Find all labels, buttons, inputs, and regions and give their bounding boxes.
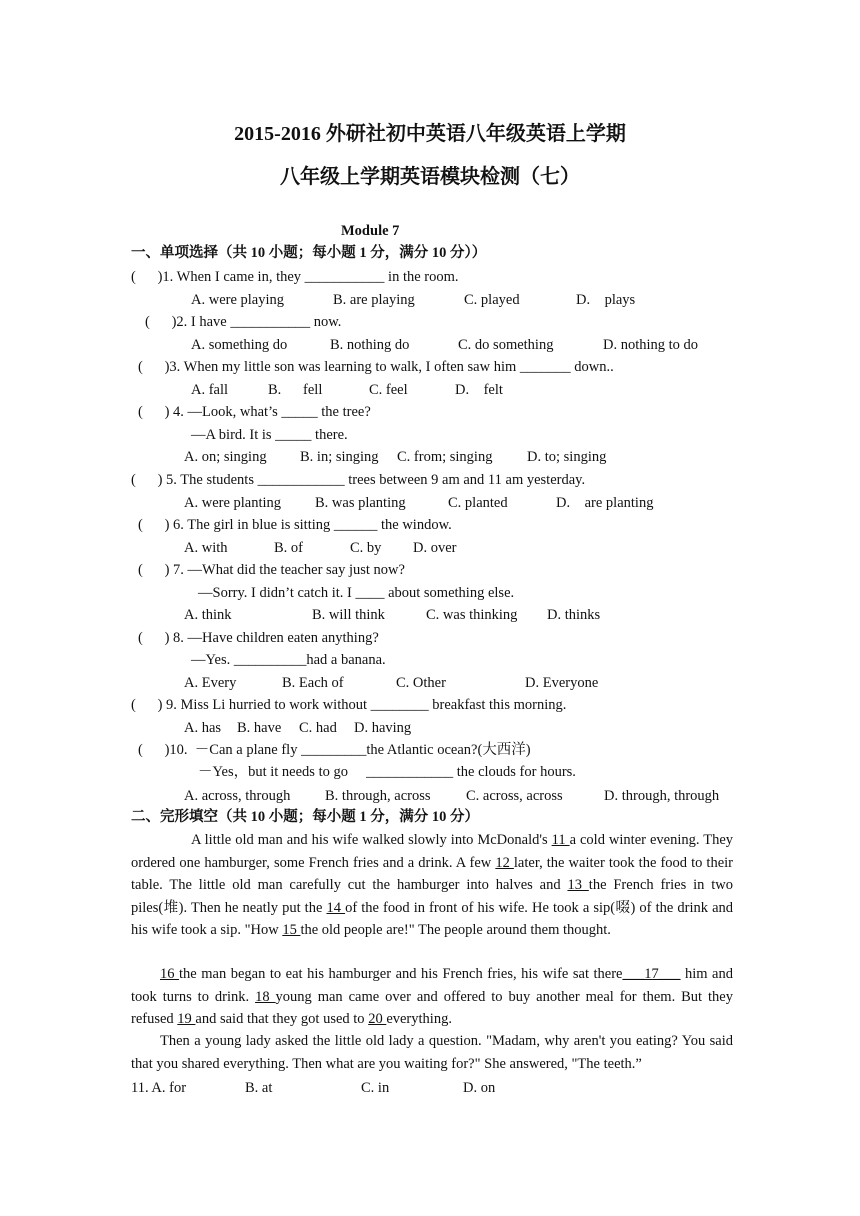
q8-option-a: A. Every (184, 675, 237, 691)
q5-option-c: C. planted (448, 495, 508, 511)
passage-text: A little old man and his wife walked slowly into McDonald's (191, 832, 552, 848)
question-4-reply: —A bird. It is _____ there. (191, 427, 348, 443)
q1-option-b: B. are playing (333, 292, 415, 308)
q3-option-b: B. fell (268, 382, 323, 398)
q4-option-a: A. on; singing (184, 449, 267, 465)
passage-text: and said that they got used to (195, 1011, 369, 1027)
blank-20: 20 (368, 1011, 387, 1027)
q5-option-a: A. were planting (184, 495, 282, 511)
question-9-stem: ( ) 9. Miss Li hurried to work without ________ breakfast this morning. (131, 697, 567, 713)
q11-option-d: D. on (463, 1080, 496, 1096)
q5-option-d: D. are planting (556, 495, 654, 511)
question-7-reply: —Sorry. I didn’t catch it. I ____ about something else. (198, 585, 515, 601)
q9-option-d: D. having (354, 720, 412, 736)
q8-option-c: C. Other (396, 675, 446, 691)
question-10-reply: －Yes，but it needs to go ____________ the clouds for hours. (198, 764, 576, 780)
passage-text: young man came over and offered to buy another meal for them. But they refused (131, 988, 733, 1027)
passage-text: a cold winter evening. They ordered one hamburger, some French fries and a drink. A few (131, 832, 734, 871)
q6-option-b: B. of (274, 540, 303, 556)
passage-paragraph-3 (131, 1030, 733, 1075)
question-5-stem: ( ) 5. The students ____________ trees between 9 am and 11 am yesterday. (131, 472, 586, 488)
passage-paragraph-1 (131, 829, 733, 942)
q2-option-c: C. do something (458, 337, 554, 353)
q2-option-b: B. nothing do (330, 337, 410, 353)
exam-title: 2015-2016 外研社初中英语八年级英语上学期 (234, 123, 626, 145)
q4-option-b: B. in; singing (300, 449, 379, 465)
passage-paragraph-2 (131, 963, 733, 1031)
q3-option-c: C. feel (369, 382, 408, 398)
passage-text: of the food in front of his wife. He took a sip(啜) of the drink and his wife took a sip. "How (131, 899, 734, 938)
section1-heading: 一、单项选择（共 10 小题；每小题 1 分，满分 10 分）） (131, 245, 487, 261)
q7-option-d: D. thinks (547, 607, 601, 623)
question-8-reply: —Yes. __________had a banana. (191, 652, 386, 668)
passage-text: him and took turns to drink. (131, 966, 733, 1005)
blank-16: 16 (160, 966, 180, 982)
q9-option-a: A. has (184, 720, 222, 736)
q2-option-d: D. nothing to do (603, 337, 699, 353)
module-heading: Module 7 (341, 223, 400, 239)
blank-13: 13 (567, 877, 589, 893)
blank-18: 18 (255, 988, 276, 1005)
q11-option-a: 11. A. for (131, 1080, 187, 1096)
q6-option-c: C. by (350, 540, 382, 556)
blank-12: 12 (495, 854, 514, 871)
question-10-stem: ( )10. －Can a plane fly _________the Atlantic ocean?(大西洋) (138, 742, 531, 758)
passage-text: the man began to eat his hamburger and his French fries, his wife sat there (179, 966, 623, 982)
q6-option-a: A. with (184, 540, 228, 556)
q5-option-b: B. was planting (315, 495, 406, 511)
question-3-stem: ( )3. When my little son was learning to walk, I often saw him _______ down.. (138, 359, 614, 375)
passage-text: the old people are!" The people around them thought. (300, 922, 611, 938)
exam-subtitle: 八年级上学期英语模块检测（七） (280, 166, 580, 188)
section2-heading: 二、完形填空（共 10 小题；每小题 1 分，满分 10 分） (131, 809, 479, 825)
q10-option-b: B. through, across (325, 788, 431, 804)
q9-option-b: B. have (237, 720, 282, 736)
q8-option-b: B. Each of (282, 675, 344, 691)
q7-option-b: B. will think (312, 607, 385, 623)
q8-option-d: D. Everyone (525, 675, 599, 691)
q1-option-a: A. were playing (191, 292, 285, 308)
q10-option-d: D. through, through (604, 788, 720, 804)
q6-option-d: D. over (413, 540, 457, 556)
question-4-stem: ( ) 4. —Look, what’s _____ the tree? (138, 404, 371, 420)
q7-option-c: C. was thinking (426, 607, 518, 623)
question-1-stem: ( )1. When I came in, they ___________ in the room. (131, 269, 459, 285)
q3-option-d: D. felt (455, 382, 503, 398)
question-8-stem: ( ) 8. —Have children eaten anything? (138, 630, 379, 646)
blank-14: 14 (326, 899, 346, 916)
passage-text: the French fries in two piles(堆). Then he neatly put the (131, 877, 733, 916)
passage-text: everything. (386, 1011, 452, 1027)
blank-15: 15 (282, 922, 301, 938)
q11-option-c: C. in (361, 1080, 390, 1096)
blank-17: ___17___ (622, 966, 681, 982)
q7-option-a: A. think (184, 607, 232, 623)
passage-text: Then a young lady asked the little old lady a question. "Madam, why aren't you eating? You said that you shared everything. Then what are you waiting for?" She answered, "The teeth.” (131, 1033, 733, 1072)
q4-option-c: C. from; singing (397, 449, 493, 465)
q4-option-d: D. to; singing (527, 449, 607, 465)
q1-option-c: C. played (464, 292, 520, 308)
q9-option-c: C. had (299, 720, 337, 736)
q11-option-b: B. at (245, 1080, 273, 1096)
question-2-stem: ( )2. I have ___________ now. (145, 314, 342, 330)
q10-option-c: C. across, across (466, 788, 563, 804)
blank-19: 19 (177, 1011, 196, 1027)
q3-option-a: A. fall (191, 382, 229, 398)
q10-option-a: A. across, through (184, 788, 291, 804)
passage-text: later, the waiter took the food to their table. The little old man carefully cut the hamburger into halves and (131, 854, 734, 893)
question-6-stem: ( ) 6. The girl in blue is sitting ______ the window. (138, 517, 452, 533)
blank-11: 11 (551, 832, 570, 848)
question-7-stem: ( ) 7. —What did the teacher say just now? (138, 562, 405, 578)
q1-option-d: D. plays (576, 292, 636, 308)
q2-option-a: A. something do (191, 337, 288, 353)
